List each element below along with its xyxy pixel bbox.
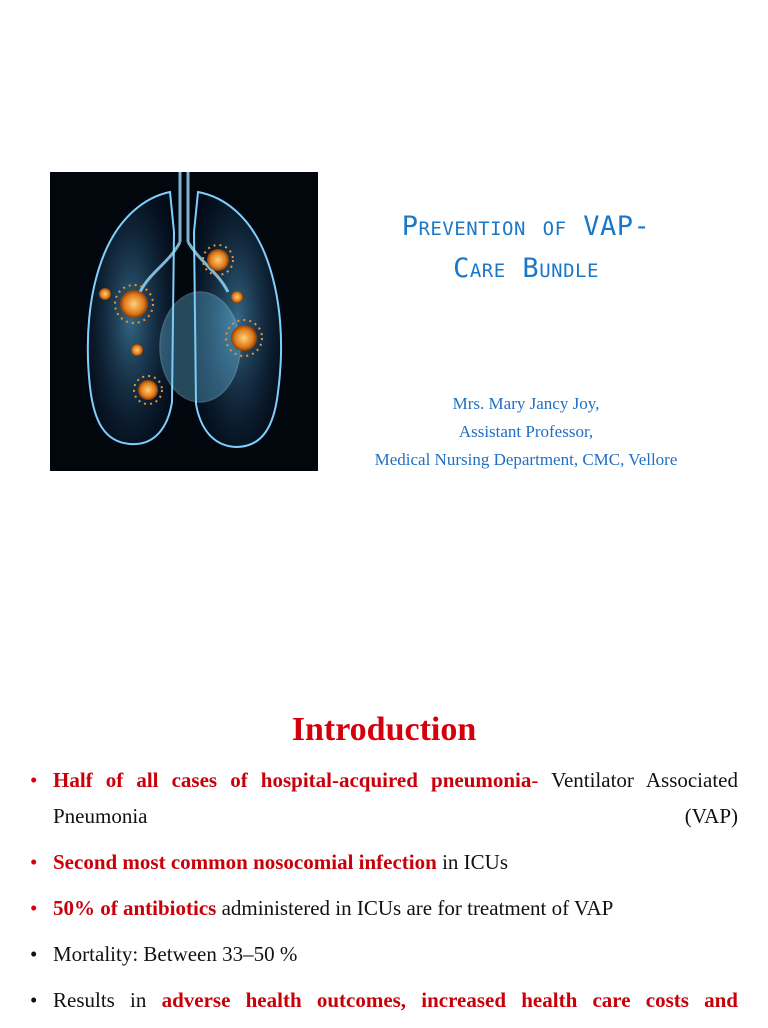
introduction-slide xyxy=(0,660,768,1024)
bullet-list xyxy=(30,762,738,1028)
list-item xyxy=(30,762,738,834)
bullet-highlight: Second most common nosocomial infection xyxy=(53,850,437,874)
bullet-text: Results in xyxy=(53,988,162,1012)
slide-title xyxy=(340,206,712,290)
bullet-text: Mortality: Between 33–50 % xyxy=(53,942,298,966)
bullet-highlight: Half of all cases of hospital-acquired pneumonia xyxy=(53,768,532,792)
bullet-text: in ICUs xyxy=(436,850,509,874)
slide-heading: Introduction xyxy=(291,711,477,748)
lungs-with-virus-illustration xyxy=(50,172,318,471)
author-department: Medical Nursing Department, CMC, Vellore xyxy=(374,450,678,469)
list-item xyxy=(30,982,738,1018)
bullet-icon: • xyxy=(30,942,38,966)
lungs-illustration-svg xyxy=(50,172,318,471)
author-block xyxy=(330,390,722,474)
bullet-icon: • xyxy=(30,896,38,920)
author-role: Assistant Professor, xyxy=(458,422,594,441)
bullet-icon: • xyxy=(30,850,38,874)
bullet-icon: • xyxy=(30,988,38,1012)
bullet-highlight: adverse health outcomes, increased health care costs and xyxy=(161,988,738,1012)
bullet-dash: - xyxy=(531,768,539,792)
bullet-icon: • xyxy=(30,768,38,792)
title-line-2: Care Bundle xyxy=(453,253,599,284)
list-item xyxy=(30,936,738,972)
bullet-text: Ventilator Associated Pneumonia (VAP) xyxy=(53,768,738,828)
list-item xyxy=(30,890,738,926)
author-name: Mrs. Mary Jancy Joy, xyxy=(452,394,600,413)
bullet-text: administered in ICUs are for treatment of VAP xyxy=(216,896,614,920)
bullet-highlight: 50% of antibiotics xyxy=(53,896,217,920)
title-line-1: Prevention of VAP- xyxy=(401,211,651,242)
list-item xyxy=(30,844,738,880)
